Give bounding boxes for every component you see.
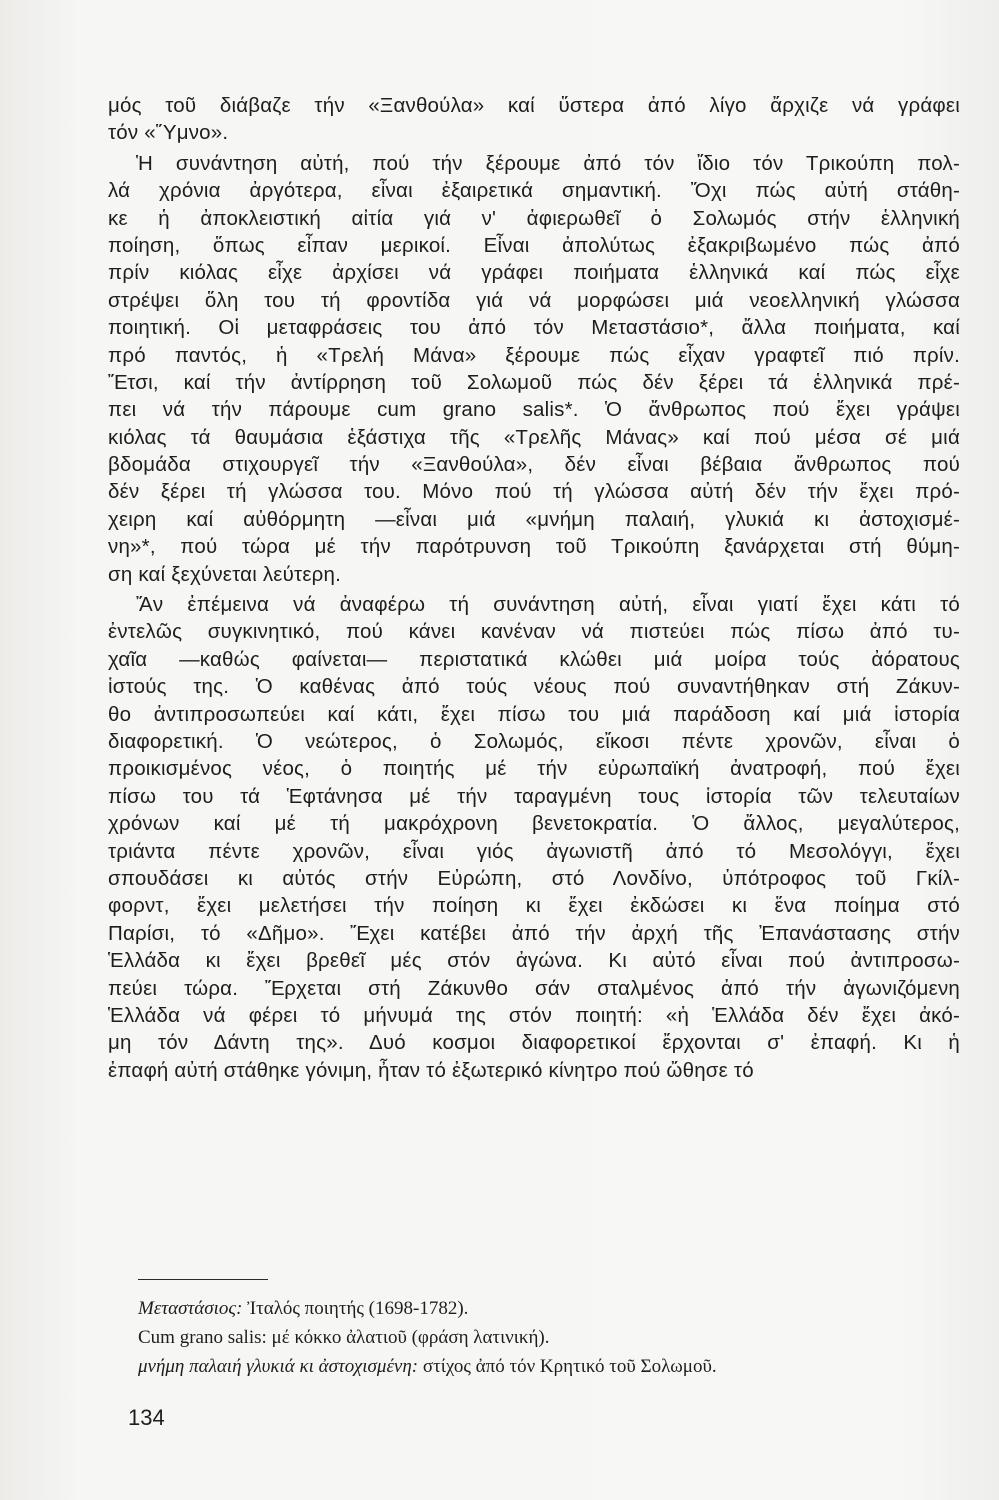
text-line: ἐντελῶς συγκινητικό, πού κάνει κανέναν νά πιστεύει πώς πίσω ἀπό τυ- bbox=[108, 620, 960, 644]
text-line: πεύει τώρα. Ἔρχεται στή Ζάκυνθο σάν σταλμένος ἀπό τήν ἀγωνιζόμενη bbox=[108, 976, 960, 1000]
text-line: πρό παντός, ἡ «Τρελή Μάνα» ξέρουμε πώς εἶχαν γραφτεῖ πιό πρίν. bbox=[108, 343, 960, 367]
text-line: χαῖα —καθώς φαίνεται— περιστατικά κλώθει μιά μοίρα τούς ἀόρατους bbox=[108, 647, 960, 671]
footnote bbox=[138, 1294, 978, 1323]
footnote-separator bbox=[138, 1279, 268, 1280]
text-line: Παρίσι, τό «Δῆμο». Ἔχει κατέβει ἀπό τήν ἀρχή τῆς Ἐπανάστασης στήν bbox=[108, 921, 960, 945]
footnote-text: Ἰταλός ποιητής (1698-1782). bbox=[242, 1298, 469, 1319]
text-line: προικισμένος νέος, ὁ ποιητής μέ τήν εὐρωπαϊκή ἀνατροφή, πού ἔχει bbox=[108, 757, 960, 781]
text-line: Ἑλλάδα νά φέρει τό μήνυμά της στόν ποιητή: «ἡ Ἑλλάδα δέν ἔχει ἀκό- bbox=[108, 1003, 960, 1027]
text-line: βδομάδα στιχουργεῖ τήν «Ξανθούλα», δέν εἶναι βέβαια ἄνθρωπος πού bbox=[108, 453, 960, 477]
footnote bbox=[138, 1352, 978, 1381]
text-line: Ἑλλάδα κι ἔχει βρεθεῖ μές στόν ἀγώνα. Κι αὐτό εἶναι πού ἀντιπροσω- bbox=[108, 949, 960, 973]
text-line: λά χρόνια ἀργότερα, εἶναι ἐξαιρετικά σημαντική. Ὄχι πώς αὐτή στάθη- bbox=[108, 179, 960, 203]
footnote bbox=[138, 1323, 978, 1352]
footnote-term: Cum grano salis: bbox=[138, 1327, 267, 1348]
footnotes bbox=[138, 1294, 978, 1381]
text-line: θο ἀντιπροσωπεύει καί κάτι, ἔχει πίσω του μιά παράδοση καί μιά ἱστορία bbox=[108, 702, 960, 726]
text-line: ση καί ξεχύνεται λεύτερη. bbox=[108, 562, 342, 586]
page-number: 134 bbox=[128, 1405, 165, 1430]
text-line: τριάντα πέντε χρονῶν, εἶναι γιός ἀγωνιστῆ ἀπό τό Μεσολόγγι, ἔχει bbox=[108, 839, 960, 863]
text-line: ποιητική. Οἱ μεταφράσεις του ἀπό τόν Μεταστάσιο*, ἄλλα ποιήματα, καί bbox=[108, 316, 960, 340]
text-line: κιόλας τά θαυμάσια ἑξάστιχα τῆς «Τρελῆς Μάνας» καί πού μέσα σέ μιά bbox=[108, 425, 960, 449]
text-line: Ἡ συνάντηση αὐτή, πού τήν ξέρουμε ἀπό τόν ἴδιο τόν Τρικούπη πολ- bbox=[136, 151, 960, 175]
text-line: μη τόν Δάντη της». Δυό κοσμοι διαφορετικοί ἔρχονται σ' ἐπαφή. Κι ἡ bbox=[108, 1031, 960, 1055]
text-line: σπουδάσει κι αὐτός στήν Εὐρώπη, στό Λονδίνο, ὑπότροφος τοῦ Γκίλ- bbox=[108, 866, 960, 890]
body-text bbox=[108, 92, 960, 1084]
text-line: πει νά τήν πάρουμε cum grano salis*. Ὁ ἄνθρωπος πού ἔχει γράψει bbox=[108, 398, 960, 422]
text-line: κε ἡ ἀποκλειστική αἰτία γιά ν' ἀφιερωθεῖ ὁ Σολωμός στήν ἑλληνική bbox=[108, 206, 960, 230]
paragraph bbox=[108, 591, 960, 1084]
text-line: φορντ, ἔχει μελετήσει τήν ποίηση κι ἔχει ἐκδώσει κι ἕνα ποίημα στό bbox=[108, 894, 960, 918]
text-line: ποίηση, ὅπως εἶπαν μερικοί. Εἶναι ἀπολύτως ἐξακριβωμένο πώς ἀπό bbox=[108, 233, 960, 257]
text-line: ἐπαφή αὐτή στάθηκε γόνιμη, ἦταν τό ἐξωτερικό κίνητρο πού ὤθησε τό bbox=[108, 1058, 754, 1082]
footnote-term: μνήμη παλαιή γλυκιά κι ἀστοχισμένη: bbox=[138, 1356, 419, 1377]
text-line: τόν «Ὕμνο». bbox=[108, 121, 229, 145]
footnote-text: στίχος ἀπό τόν Κρητικό τοῦ Σολωμοῦ. bbox=[418, 1356, 717, 1377]
text-line: χειρη καί αὐθόρμητη —εἶναι μιά «μνήμη παλαιή, γλυκιά κι ἀστοχισμέ- bbox=[108, 507, 960, 531]
text-line: Ἔτσι, καί τήν ἀντίρρηση τοῦ Σολωμοῦ πώς δέν ξέρει τά ἑλληνικά πρέ- bbox=[108, 370, 960, 394]
text-line: δέν ξέρει τή γλώσσα του. Μόνο πού τή γλώσσα αὐτή δέν τήν ἔχει πρό- bbox=[108, 480, 960, 504]
text-line: νη»*, πού τώρα μέ τήν παρότρυνση τοῦ Τρικούπη ξανάρχεται στή θύμη- bbox=[108, 535, 960, 559]
paragraph bbox=[108, 92, 960, 147]
text-line: μός τοῦ διάβαζε τήν «Ξανθούλα» καί ὕστερα ἀπό λίγο ἄρχιζε νά γράφει bbox=[108, 94, 960, 117]
paragraph bbox=[108, 150, 960, 588]
footnote-text: μέ κόκκο ἀλατιοῦ (φράση λατινική). bbox=[266, 1327, 550, 1348]
text-line: στρέψει ὅλη του τή φροντίδα γιά νά μορφώσει μιά νεοελληνική γλώσσα bbox=[108, 288, 960, 312]
text-line: Ἄν ἐπέμεινα νά ἀναφέρω τή συνάντηση αὐτή, εἶναι γιατί ἔχει κάτι τό bbox=[136, 593, 960, 617]
text-line: χρόνων καί μέ τή μακρόχρονη βενετοκρατία. Ὁ ἄλλος, μεγαλύτερος, bbox=[108, 812, 960, 836]
text-line: πρίν κιόλας εἶχε ἀρχίσει νά γράφει ποιήματα ἑλληνικά καί πώς εἶχε bbox=[108, 261, 960, 285]
text-line: ἱστούς της. Ὁ καθένας ἀπό τούς νέους πού συναντήθηκαν στή Ζάκυν- bbox=[108, 675, 960, 699]
footnote-term: Μεταστάσιος: bbox=[138, 1298, 243, 1319]
text-line: διαφορετική. Ὁ νεώτερος, ὁ Σολωμός, εἴκοσι πέντε χρονῶν, εἶναι ὁ bbox=[108, 729, 960, 753]
text-line: πίσω του τά Ἑφτάνησα μέ τήν ταραγμένη τους ἱστορία τῶν τελευταίων bbox=[108, 784, 960, 808]
